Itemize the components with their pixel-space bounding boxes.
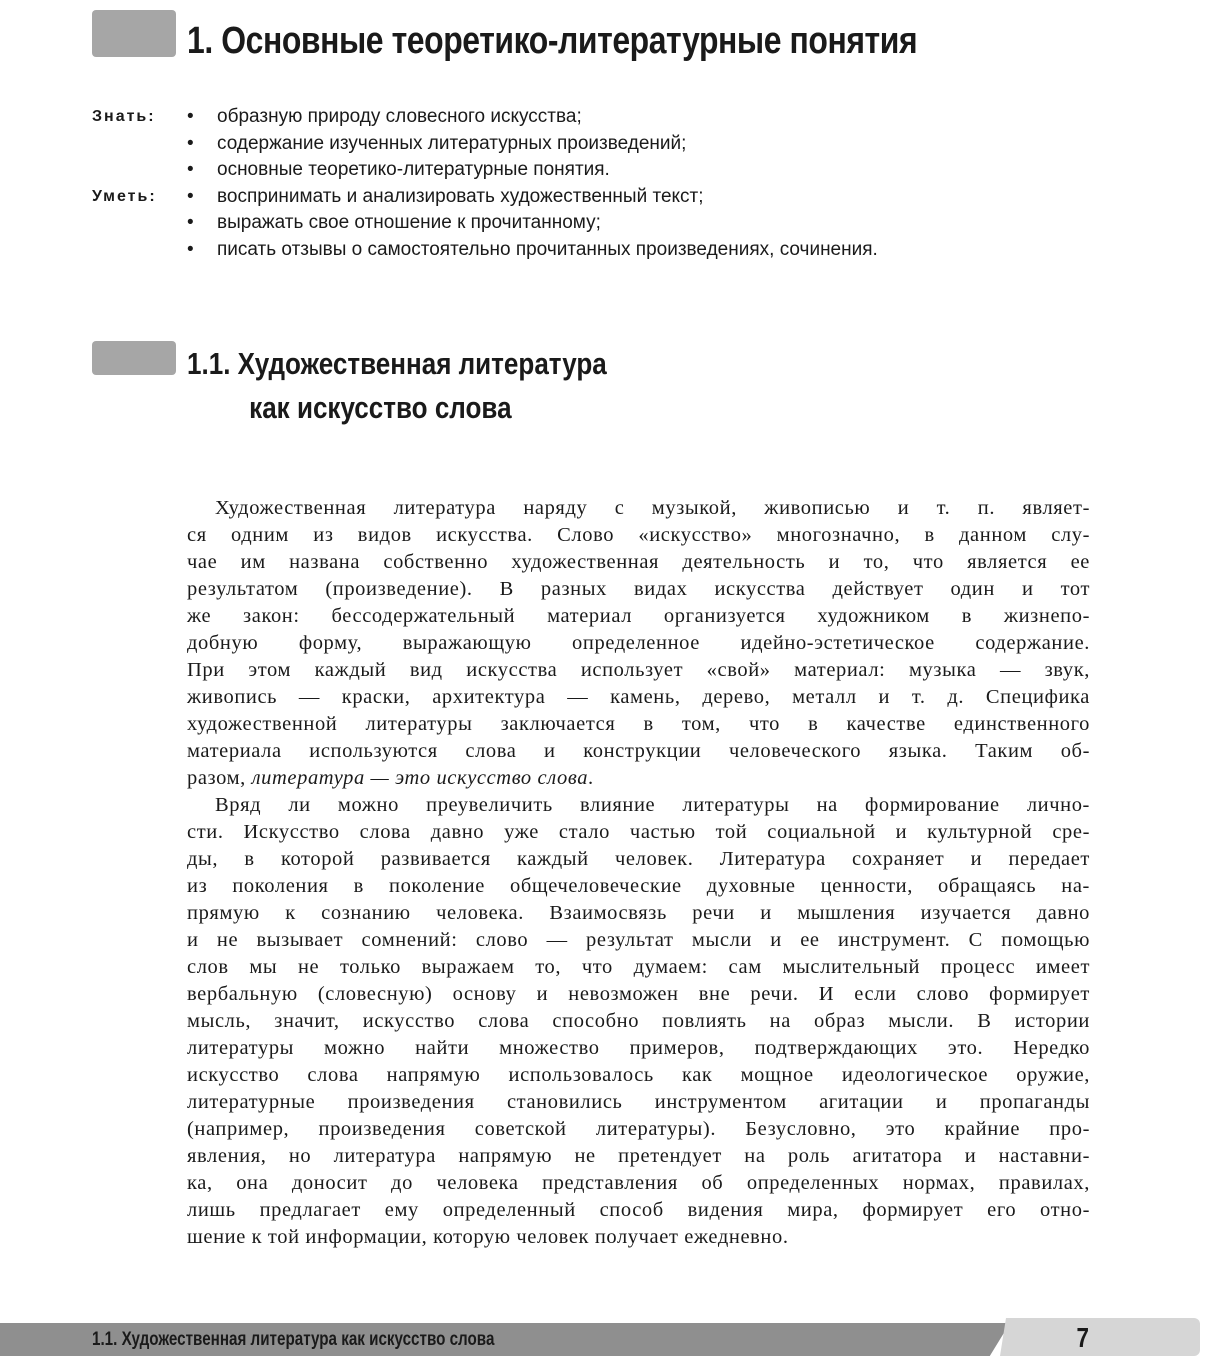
requirement-item xyxy=(92,104,878,131)
requirement-label: Уметь: xyxy=(92,187,157,205)
text-line xyxy=(187,765,1090,792)
text-line: живопись — краски, архитектура — камень, дерево, металл и т. д. Специфика xyxy=(187,686,1090,708)
text-line: вербальную (словесную) основу и невозможен вне речи. И если слово формирует xyxy=(187,983,1090,1005)
page-title: 1. Основные теоретико-литературные понятия xyxy=(187,20,918,62)
text-line: результатом (произведение). В разных видах искусства действует один и тот xyxy=(187,578,1090,600)
text-line: чае им названа собственно художественная деятельность и то, что является ее xyxy=(187,551,1090,573)
requirement-label: Знать: xyxy=(92,108,156,125)
bullet-icon: • xyxy=(187,238,194,260)
page-number-tab xyxy=(1000,1318,1200,1356)
text-line: из поколения в поколение общечеловеческие духовные ценности, обращаясь на- xyxy=(187,875,1090,897)
requirement-text: основные теоретико-литературные понятия. xyxy=(217,159,610,180)
section-title-line2: как искусство слова xyxy=(249,390,512,425)
requirement-label xyxy=(92,210,187,237)
text-line: лишь предлагает ему определенный способ видения мира, формирует его отно- xyxy=(187,1199,1090,1221)
requirement-label xyxy=(92,131,187,158)
text-line: и не вызывает сомнений: слово — результат мысли и ее инструмент. С помощью xyxy=(187,929,1090,951)
requirement-label xyxy=(92,157,187,184)
requirement-text: образную природу словесного искусства; xyxy=(217,106,582,127)
text-line: При этом каждый вид искусства использует «свой» материал: музыка — звук, xyxy=(187,659,1090,681)
page-number: 7 xyxy=(1076,1322,1090,1353)
text-fragment: . xyxy=(588,767,594,789)
requirement-text: выражать свое отношение к прочитанному; xyxy=(217,212,601,233)
requirement-item xyxy=(92,184,878,211)
text-line: мысль, значит, искусство слова способно повлиять на образ мысли. В истории xyxy=(187,1010,1090,1032)
text-line: добную форму, выражающую определенное идейно-эстетическое содержание. xyxy=(187,632,1090,654)
subheading-marker xyxy=(92,341,176,375)
requirement-text: воспринимать и анализировать художественный текст; xyxy=(217,185,704,207)
text-line: шение к той информации, которую человек получает ежедневно. xyxy=(187,1226,789,1248)
text-line: слов мы не только выражаем то, что думаем: сам мыслительный процесс имеет xyxy=(187,956,1090,978)
section-title xyxy=(187,342,607,430)
bullet-icon: • xyxy=(187,132,194,154)
text-line: Вряд ли можно преувеличить влияние литературы на формирование лично- xyxy=(215,794,1090,816)
text-line: Художественная литература наряду с музыкой, живописью и т. п. являет- xyxy=(215,497,1090,519)
text-line: ды, в которой развивается каждый человек. Литература сохраняет и передает xyxy=(187,848,1090,870)
text-line: литературные произведения становились инструментом агитации и пропаганды xyxy=(187,1091,1090,1113)
text-line: прямую к сознанию человека. Взаимосвязь речи и мышления изучается давно xyxy=(187,902,1090,924)
text-line: явления, но литература напрямую не претендует на роль агитатора и наставни- xyxy=(187,1145,1090,1167)
running-title: 1.1. Художественная литература как искусство слова xyxy=(92,1329,495,1350)
text-line: литературы можно найти множество примеров, подтверждающих это. Нередко xyxy=(187,1037,1090,1059)
bullet-icon: • xyxy=(187,185,194,207)
bullet-icon: • xyxy=(187,106,194,127)
bullet-icon: • xyxy=(187,159,194,180)
text-line: художественной литературы заключается в том, что в качестве единственного xyxy=(187,713,1090,735)
text-line: ка, она доносит до человека представления об определенных нормах, правилах, xyxy=(187,1172,1090,1194)
heading-marker xyxy=(92,10,176,57)
requirement-item xyxy=(92,157,878,184)
section-title-line1: 1.1. Художественная литература xyxy=(187,346,607,381)
requirement-label xyxy=(92,237,187,264)
text-line: (например, произведения советской литературы). Безусловно, это крайние про- xyxy=(187,1118,1090,1140)
bullet-icon: • xyxy=(187,212,194,233)
text-line: материала используются слова и конструкции человеческого языка. Таким об- xyxy=(187,740,1090,762)
requirement-text: писать отзывы о самостоятельно прочитанных произведениях, сочинения. xyxy=(217,238,878,260)
text-line: искусство слова напрямую использовалось как мощное идеологическое оружие, xyxy=(187,1064,1090,1086)
text-line: же закон: бессодержательный материал организуется художником в жизнепо- xyxy=(187,605,1090,627)
text-fragment: разом, xyxy=(187,767,252,789)
requirement-text: содержание изученных литературных произведений; xyxy=(217,132,687,154)
requirement-item xyxy=(92,131,878,158)
body-text xyxy=(187,495,1090,1251)
requirement-item xyxy=(92,210,878,237)
text-line: ся одним из видов искусства. Слово «искусство» многозначно, в данном слу- xyxy=(187,524,1090,546)
text-line: сти. Искусство слова давно уже стало частью той социальной и культурной сре- xyxy=(187,821,1090,843)
requirements-list xyxy=(92,104,878,263)
emphasis-text: литература — это искусство слова xyxy=(251,767,589,789)
requirement-item xyxy=(92,237,878,264)
